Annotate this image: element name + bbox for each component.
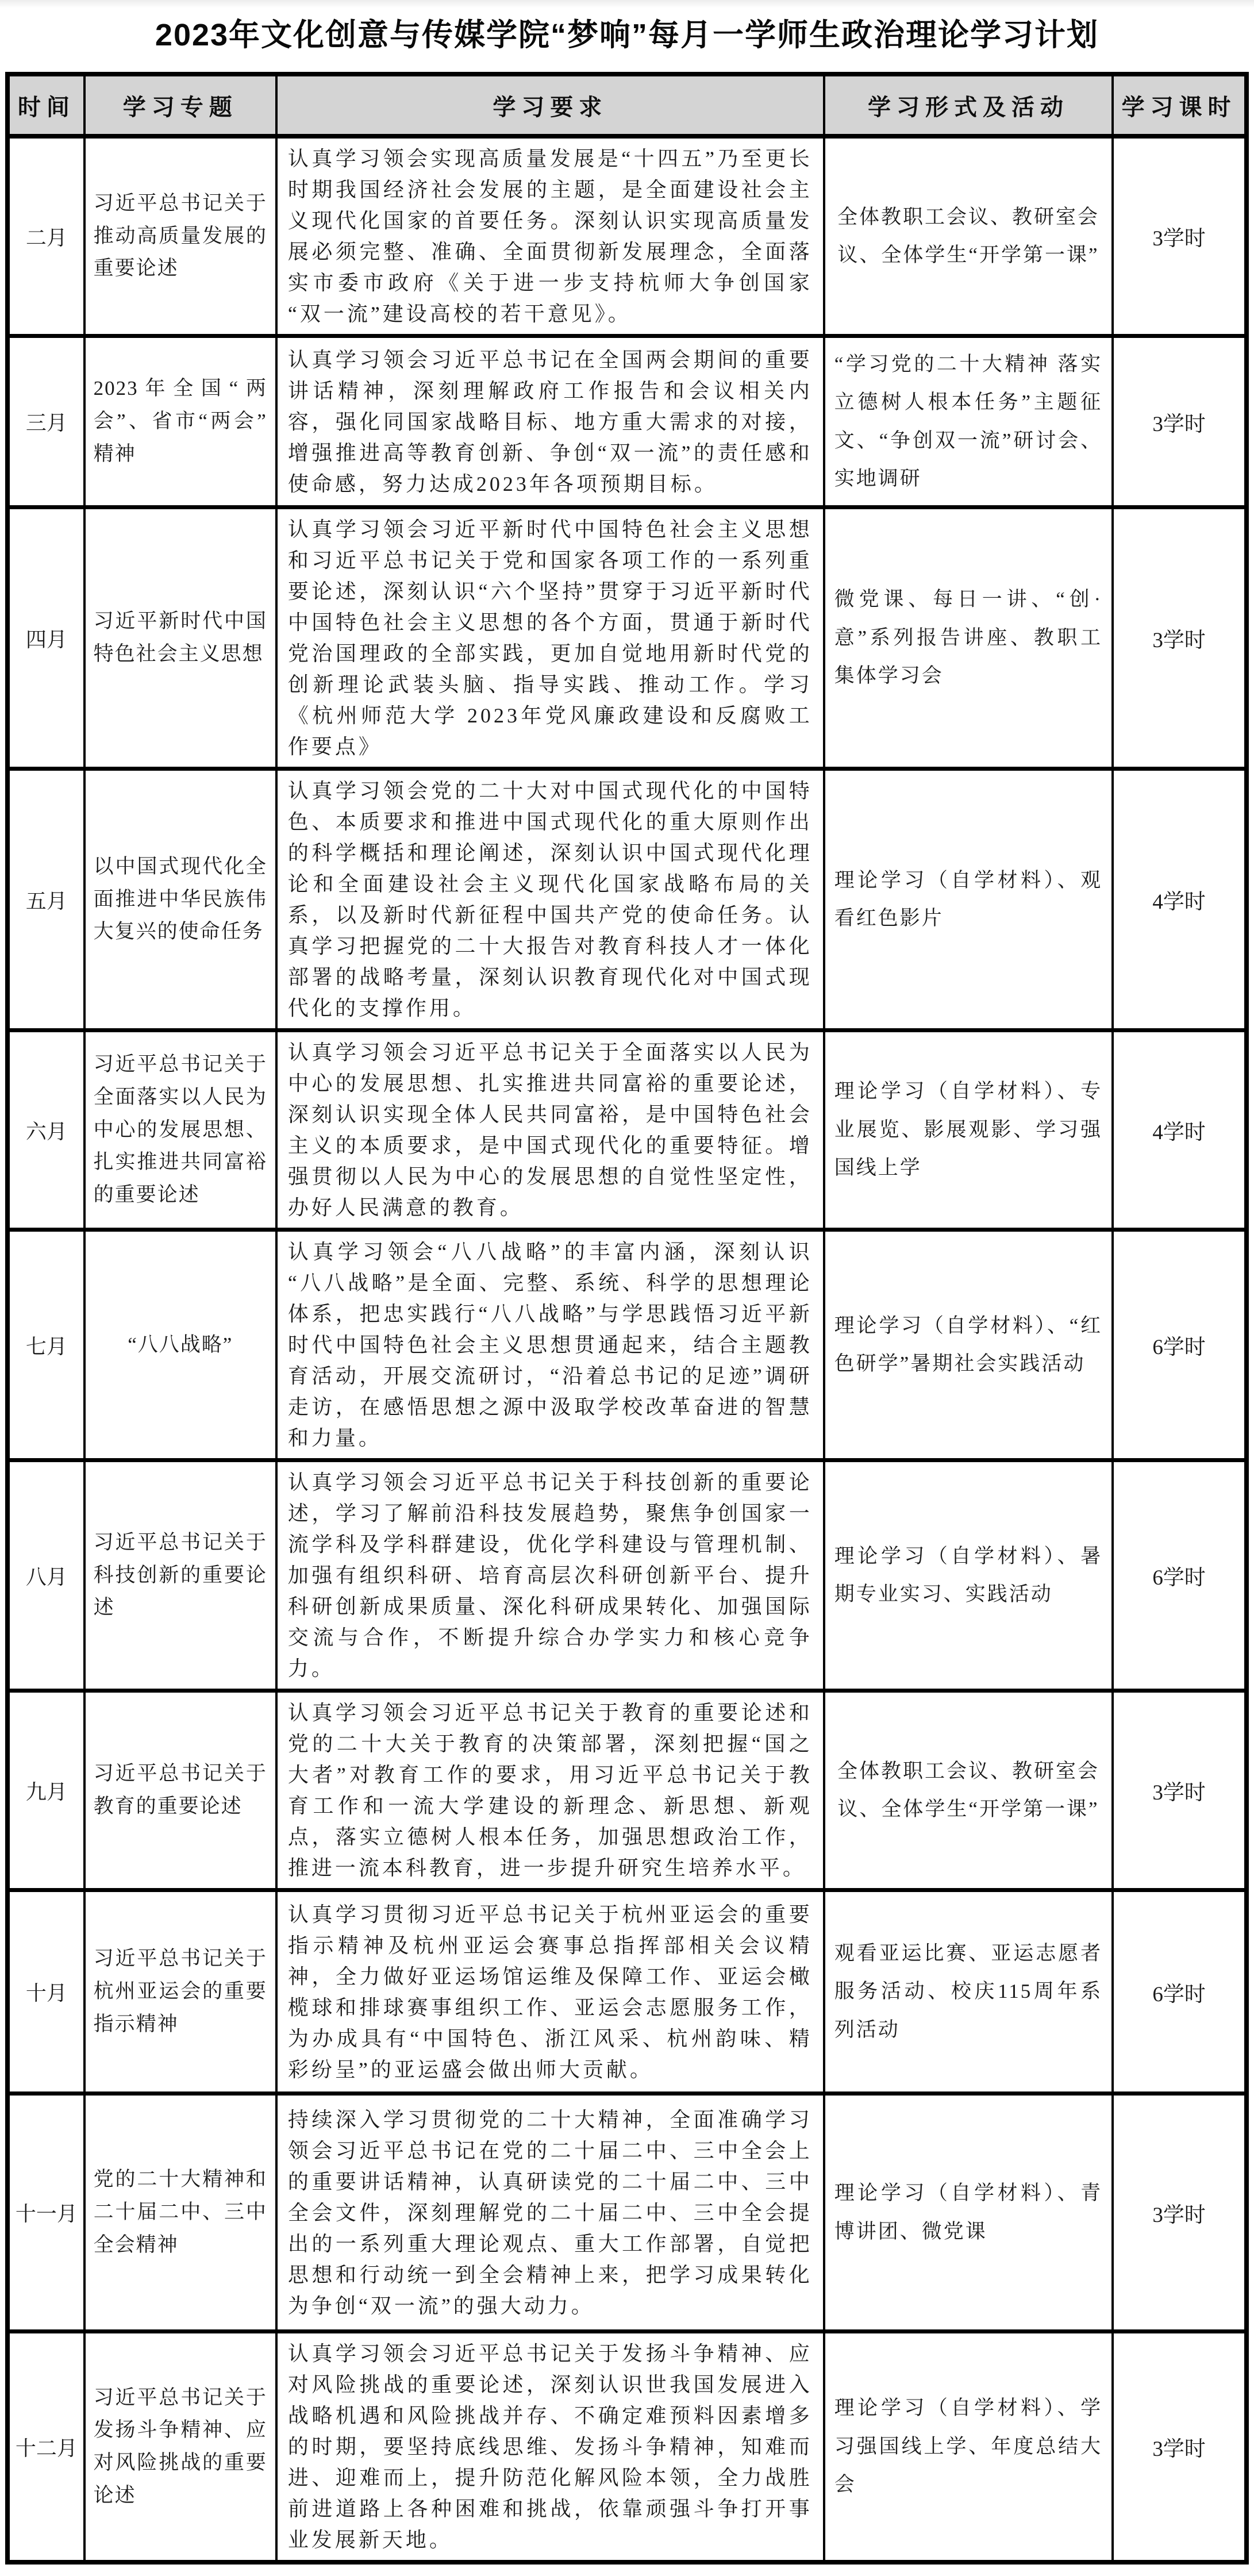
month-cell: 十二月: [7, 2332, 84, 2563]
topic-cell: 党的二十大精神和二十届二中、三中全会精神: [84, 2094, 276, 2332]
activities-cell: 观看亚运比赛、亚运志愿者服务活动、校庆115周年系列活动: [824, 1890, 1113, 2094]
table-row: [7, 336, 1247, 507]
month-cell: 三月: [7, 336, 84, 507]
topic-cell: 习近平总书记关于推动高质量发展的重要论述: [84, 136, 276, 336]
month-cell: 四月: [7, 507, 84, 769]
month-cell: 十一月: [7, 2094, 84, 2332]
month-cell: 六月: [7, 1031, 84, 1230]
topic-cell: 以中国式现代化全面推进中华民族伟大复兴的使命任务: [84, 769, 276, 1031]
topic-cell: 习近平总书记关于发扬斗争精神、应对风险挑战的重要论述: [84, 2332, 276, 2563]
table-row: [7, 1890, 1247, 2094]
study-plan-table: [5, 72, 1249, 2565]
requirement-cell: 认真学习领会“八八战略”的丰富内涵，深刻认识“八八战略”是全面、完整、系统、科学的思想理论体系，把忠实践行“八八战略”与学思践悟习近平新时代中国特色社会主义思想贯通起来，结合主题教育活动，开展交流研讨，“沿着总书记的足迹”调研走访，在感悟思想之源中汲取学校改革奋进的智慧和力量。: [276, 1230, 824, 1460]
requirement-cell: 认真学习领会习近平总书记在全国两会期间的重要讲话精神，深刻理解政府工作报告和会议相关内容，强化同国家战略目标、地方重大需求的对接，增强推进高等教育创新、争创“双一流”的责任感和使命感，努力达成2023年各项预期目标。: [276, 336, 824, 507]
month-cell: 二月: [7, 136, 84, 336]
header-activities: 学习形式及活动: [824, 74, 1113, 136]
requirement-cell: 认真学习领会习近平新时代中国特色社会主义思想和习近平总书记关于党和国家各项工作的一系列重要论述，深刻认识“六个坚持”贯穿于习近平新时代中国特色社会主义思想的各个方面，贯通于新时代党治国理政的全部实践，更加自觉地用新时代党的创新理论武装头脑、指导实践、推动工作。学习《杭州师范大学 2023年党风廉政建设和反腐败工作要点》: [276, 507, 824, 769]
requirement-cell: 认真学习领会实现高质量发展是“十四五”乃至更长时期我国经济社会发展的主题，是全面建设社会主义现代化国家的首要任务。深刻认识实现高质量发展必须完整、准确、全面贯彻新发展理念，全面落实市委市政府《关于进一步支持杭师大争创国家“双一流”建设高校的若干意见》。: [276, 136, 824, 336]
table-row: [7, 507, 1247, 769]
hours-cell: 6学时: [1113, 1890, 1247, 2094]
table-row: [7, 2094, 1247, 2332]
activities-cell: 理论学习（自学材料）、暑期专业实习、实践活动: [824, 1460, 1113, 1691]
header-requirement: 学习要求: [276, 74, 824, 136]
topic-cell: 习近平总书记关于杭州亚运会的重要指示精神: [84, 1890, 276, 2094]
month-cell: 九月: [7, 1691, 84, 1890]
page-title: 2023年文化创意与传媒学院“梦响”每月一学师生政治理论学习计划: [155, 18, 1099, 52]
header-hours: 学习课时: [1113, 74, 1247, 136]
month-cell: 七月: [7, 1230, 84, 1460]
requirement-cell: 认真学习领会习近平总书记关于科技创新的重要论述，学习了解前沿科技发展趋势，聚焦争创国家一流学科及学科群建设，优化学科建设与管理机制、加强有组织科研、培育高层次科研创新平台、提升科研创新成果质量、深化科研成果转化、加强国际交流与合作，不断提升综合办学实力和核心竞争力。: [276, 1460, 824, 1691]
topic-cell: 习近平总书记关于教育的重要论述: [84, 1691, 276, 1890]
requirement-cell: 认真学习领会习近平总书记关于发扬斗争精神、应对风险挑战的重要论述，深刻认识世我国发展进入战略机遇和风险挑战并存、不确定难预料因素增多的时期，要坚持底线思维、发扬斗争精神，知难而进、迎难而上，提升防范化解风险本领，全力战胜前进道路上各种困难和挑战，依靠顽强斗争打开事业发展新天地。: [276, 2332, 824, 2563]
topic-cell: “八八战略”: [84, 1230, 276, 1460]
hours-cell: 3学时: [1113, 136, 1247, 336]
header-topic: 学习专题: [84, 74, 276, 136]
requirement-cell: 持续深入学习贯彻党的二十大精神，全面准确学习领会习近平总书记在党的二十届二中、三中全会上的重要讲话精神，认真研读党的二十届二中、三中全会文件，深刻理解党的二十届二中、三中全会提出的一系列重大理论观点、重大工作部署，自觉把思想和行动统一到全会精神上来，把学习成果转化为争创“双一流”的强大动力。: [276, 2094, 824, 2332]
table-row: [7, 1460, 1247, 1691]
month-cell: 五月: [7, 769, 84, 1031]
hours-cell: 3学时: [1113, 336, 1247, 507]
hours-cell: 3学时: [1113, 2332, 1247, 2563]
activities-cell: 全体教职工会议、教研室会议、全体学生“开学第一课”: [824, 136, 1113, 336]
table-row: [7, 1230, 1247, 1460]
topic-cell: 习近平新时代中国特色社会主义思想: [84, 507, 276, 769]
table-row: [7, 1031, 1247, 1230]
hours-cell: 3学时: [1113, 2094, 1247, 2332]
requirement-cell: 认真学习领会习近平总书记关于教育的重要论述和党的二十大关于教育的决策部署，深刻把握“国之大者”对教育工作的要求，用习近平总书记关于教育工作和一流大学建设的新理念、新思想、新观点，落实立德树人根本任务，加强思想政治工作，推进一流本科教育，进一步提升研究生培养水平。: [276, 1691, 824, 1890]
activities-cell: 全体教职工会议、教研室会议、全体学生“开学第一课”: [824, 1691, 1113, 1890]
hours-cell: 4学时: [1113, 1031, 1247, 1230]
activities-cell: 微党课、每日一讲、“创·意”系列报告讲座、教职工集体学习会: [824, 507, 1113, 769]
hours-cell: 3学时: [1113, 507, 1247, 769]
header-time: 时间: [7, 74, 84, 136]
requirement-cell: 认真学习贯彻习近平总书记关于杭州亚运会的重要指示精神及杭州亚运会赛事总指挥部相关会议精神，全力做好亚运场馆运维及保障工作、亚运会橄榄球和排球赛事组织工作、亚运会志愿服务工作，为办成具有“中国特色、浙江风采、杭州韵味、精彩纷呈”的亚运盛会做出师大贡献。: [276, 1890, 824, 2094]
table-body: [7, 136, 1247, 2562]
activities-cell: 理论学习（自学材料）、观看红色影片: [824, 769, 1113, 1031]
table-row: [7, 1691, 1247, 1890]
hours-cell: 3学时: [1113, 1691, 1247, 1890]
month-cell: 十月: [7, 1890, 84, 2094]
activities-cell: 理论学习（自学材料）、专业展览、影展观影、学习强国线上学: [824, 1031, 1113, 1230]
activities-cell: 理论学习（自学材料）、学习强国线上学、年度总结大会: [824, 2332, 1113, 2563]
hours-cell: 6学时: [1113, 1460, 1247, 1691]
topic-cell: 习近平总书记关于全面落实以人民为中心的发展思想、扎实推进共同富裕的重要论述: [84, 1031, 276, 1230]
header-row: [7, 74, 1247, 136]
table-row: [7, 136, 1247, 336]
study-plan-document: [5, 10, 1249, 2565]
requirement-cell: 认真学习领会党的二十大对中国式现代化的中国特色、本质要求和推进中国式现代化的重大原则作出的科学概括和理论阐述，深刻认识中国式现代化理论和全面建设社会主义现代化国家战略布局的关系，以及新时代新征程中国共产党的使命任务。认真学习把握党的二十大报告对教育科技人才一体化部署的战略考量，深刻认识教育现代化对中国式现代化的支撑作用。: [276, 769, 824, 1031]
hours-cell: 4学时: [1113, 769, 1247, 1031]
topic-cell: 习近平总书记关于科技创新的重要论述: [84, 1460, 276, 1691]
table-row: [7, 2332, 1247, 2563]
hours-cell: 6学时: [1113, 1230, 1247, 1460]
topic-cell: 2023年全国“两会”、省市“两会”精神: [84, 336, 276, 507]
table-row: [7, 769, 1247, 1031]
activities-cell: 理论学习（自学材料）、“红色研学”暑期社会实践活动: [824, 1230, 1113, 1460]
month-cell: 八月: [7, 1460, 84, 1691]
requirement-cell: 认真学习领会习近平总书记关于全面落实以人民为中心的发展思想、扎实推进共同富裕的重要论述，深刻认识实现全体人民共同富裕，是中国特色社会主义的本质要求，是中国式现代化的重要特征。增强贯彻以人民为中心的发展思想的自觉性坚定性，办好人民满意的教育。: [276, 1031, 824, 1230]
activities-cell: 理论学习（自学材料）、青博讲团、微党课: [824, 2094, 1113, 2332]
activities-cell: “学习党的二十大精神 落实立德树人根本任务”主题征文、“争创双一流”研讨会、实地调研: [824, 336, 1113, 507]
